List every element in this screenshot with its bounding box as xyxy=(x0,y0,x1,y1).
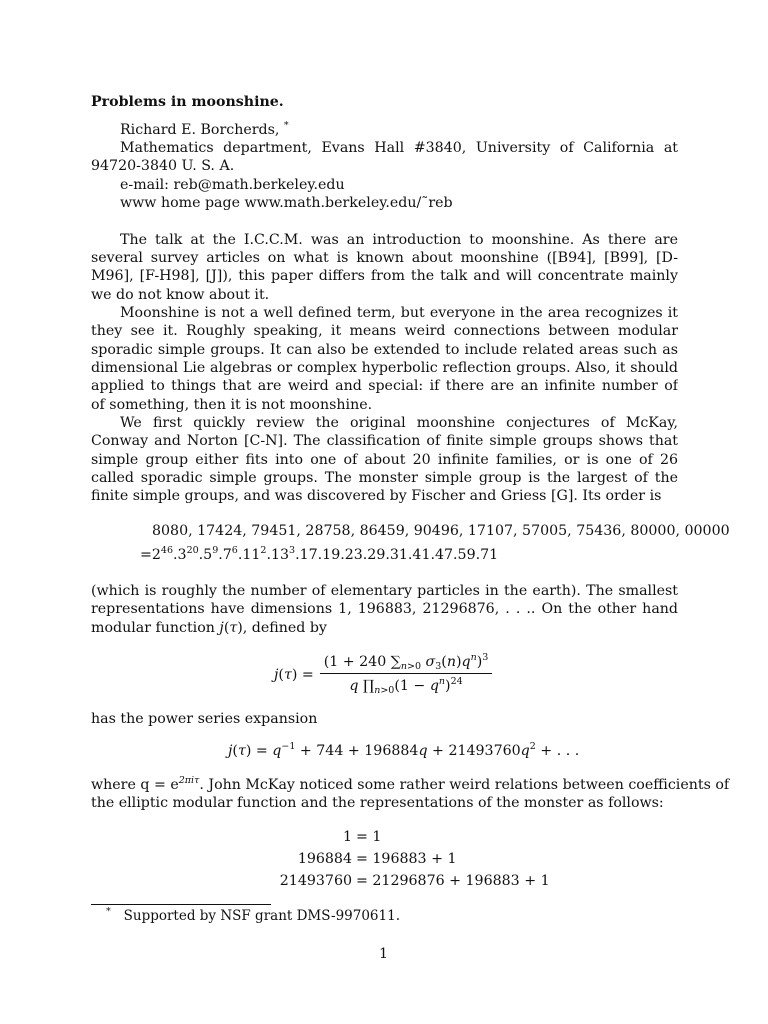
p3-line: called sporadic simple groups. The monster simple group is the largest of the xyxy=(91,470,678,486)
p2-line: dimensional Lie algebras or complex hyperbolic reflection groups. Also, it should xyxy=(91,360,678,376)
author-name: Richard E. Borcherds, xyxy=(120,122,280,138)
relation-lhs: 1 xyxy=(342,829,352,845)
p1-line: The talk at the I.C.C.M. was an introduction to moonshine. As there are xyxy=(120,232,678,248)
footnote-text: Supported by NSF grant DMS-9970611. xyxy=(123,908,400,924)
footnote-mark: * xyxy=(106,906,111,917)
p2-line: sporadic simple groups. It can also be extended to include related areas such as xyxy=(91,342,678,358)
p3-line: simple group either fits into one of about 20 infinite families, or is one of 26 xyxy=(91,452,678,468)
relation-lhs: 196884 xyxy=(297,851,352,867)
relation-lhs: 21493760 xyxy=(279,873,352,889)
j-numerator: (1 + 240 $\sum_{n>0}$ $\sigma_3(n)q^n)^3$ xyxy=(323,652,489,672)
relation-rhs: = 21296876 + 196883 + 1 xyxy=(356,873,550,889)
j-definition-lhs: j(τ) = xyxy=(274,667,314,683)
author-line xyxy=(120,121,678,139)
p2-line: they see it. Roughly speaking, it means weird connections between modular xyxy=(91,323,678,339)
p4-line: representations have dimensions 1, 196883, 21296876, . . .. On the other hand xyxy=(91,601,678,617)
p5-line-start: where q = e xyxy=(91,777,179,793)
author-footnote-mark: * xyxy=(283,120,289,131)
paper-title: Problems in moonshine. xyxy=(91,94,284,110)
j-power-series: $j(\tau) = q^{-1} + 744 + 196884q + 21493760q^2$ + . . . xyxy=(228,741,580,759)
j-denominator: q $\prod_{n>0}(1 - q^n)^{24}$ xyxy=(349,676,463,696)
footnote xyxy=(106,907,693,925)
power-series-intro: has the power series expansion xyxy=(91,711,318,727)
relation-rhs: = 196883 + 1 xyxy=(356,851,457,867)
p5-line: where $q = e^{2\pi i\tau}$. John McKay noticed some rather weird relations between coefficients of xyxy=(91,775,730,793)
p4-line: modular function j(τ), defined by xyxy=(91,620,327,636)
relation-rhs-value: 1 xyxy=(372,829,382,845)
p3-line: Conway and Norton [C-N]. The classification of finite simple groups shows that xyxy=(91,433,678,449)
p2-line: applied to things that are weird and special: if there are an infinite number of xyxy=(91,378,678,394)
fraction-bar xyxy=(320,673,492,674)
p3-line: We first quickly review the original moonshine conjectures of McKay, xyxy=(120,415,678,431)
affiliation-line-1: Mathematics department, Evans Hall #3840, University of California at xyxy=(120,140,678,156)
p4-line: (which is roughly the number of elementary particles in the earth). The smallest xyxy=(91,583,678,599)
j-definition-fraction xyxy=(320,652,492,696)
p2-line: Moonshine is not a well defined term, but everyone in the area recognizes it xyxy=(120,305,678,321)
monster-order-digits: 8080, 17424, 79451, 28758, 86459, 90496, 17107, 57005, 75436, 80000, 00000 xyxy=(152,523,730,539)
p1-line: M96], [F-H98], [J]), this paper differs from the talk and will concentrate mainly xyxy=(91,268,678,284)
p5-line-end: . John McKay noticed some rather weird relations between coefficients of xyxy=(199,777,730,793)
monster-order-factorization: $=2^{46}.3^{20}.5^9.7^6.11^2.13^3.17.19.23.29.31.41.47.59.71$ xyxy=(140,545,499,563)
affiliation-line-2: 94720-3840 U. S. A. xyxy=(91,158,235,174)
email-line: e-mail: reb@math.berkeley.edu xyxy=(120,177,345,193)
page-number: 1 xyxy=(379,946,389,962)
homepage-line: www home page www.math.berkeley.edu/˜reb xyxy=(120,195,453,211)
footnote-rule xyxy=(91,904,271,905)
p1-line: we do not know about it. xyxy=(91,287,270,303)
p1-line: several survey articles on what is known about moonshine ([B94], [B99], [D- xyxy=(91,250,678,266)
relation-rhs-value: 196883 + 1 xyxy=(372,851,457,867)
relation-rhs: = 1 xyxy=(356,829,382,845)
p2-line: of something, then it is not moonshine. xyxy=(91,397,373,413)
relation-rhs-value: 21296876 + 196883 + 1 xyxy=(372,873,550,889)
p5-line: the elliptic modular function and the representations of the monster as follows: xyxy=(91,795,664,811)
p3-line: finite simple groups, and was discovered by Fischer and Griess [G]. Its order is xyxy=(91,488,662,504)
